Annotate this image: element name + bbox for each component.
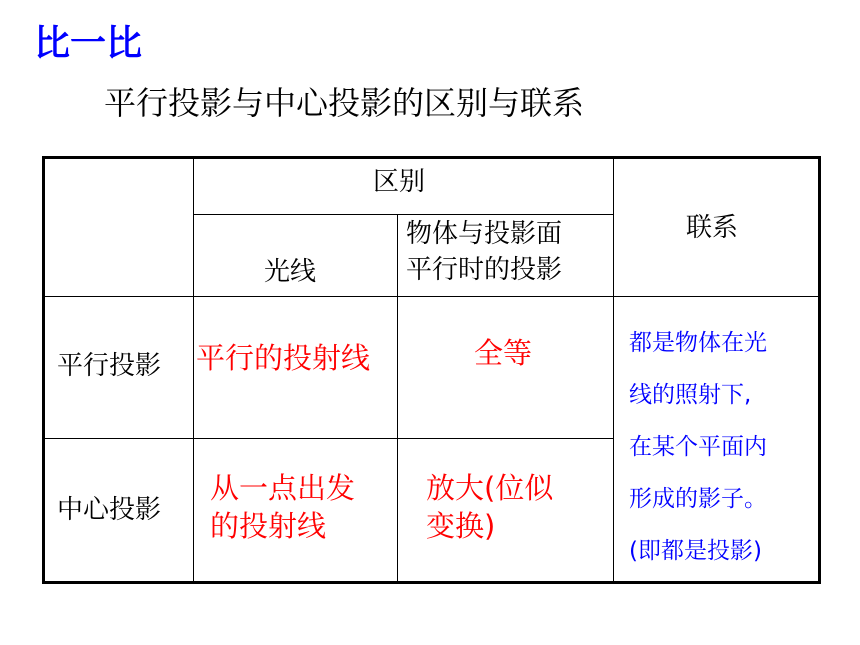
parallel-light-rays-text: 平行的投射线 xyxy=(196,341,371,375)
corner-cell xyxy=(44,158,194,297)
connection-text xyxy=(629,317,809,577)
row-label-central-text: 中心投影 xyxy=(57,495,162,525)
header-connection-label: 联系 xyxy=(686,213,739,243)
central-light-rays-line1: 从一点出发 xyxy=(210,471,356,505)
row-label-central xyxy=(44,439,194,583)
parallel-projection-text: 全等 xyxy=(474,336,533,370)
cell-parallel-projection xyxy=(398,297,614,439)
cell-connection xyxy=(614,297,820,583)
row-label-parallel-text: 平行投影 xyxy=(57,351,162,381)
slide-heading: 比一比 xyxy=(34,23,143,64)
central-light-rays-line2: 的投射线 xyxy=(210,509,327,543)
header-object-parallel xyxy=(398,215,614,297)
connection-line: 线的照射下, xyxy=(629,382,752,408)
connection-line: (即都是投影) xyxy=(629,538,762,564)
row-label-parallel xyxy=(44,297,194,439)
cell-central-projection xyxy=(398,439,614,583)
cell-central-light-rays xyxy=(194,439,398,583)
header-difference-label: 区别 xyxy=(373,167,426,197)
connection-line: 在某个平面内 xyxy=(629,434,767,460)
connection-line: 形成的影子。 xyxy=(629,486,767,512)
comparison-table xyxy=(42,156,821,584)
header-light-rays-label: 光线 xyxy=(264,257,317,287)
header-connection xyxy=(614,158,820,297)
slide-subtitle: 平行投影与中心投影的区别与联系 xyxy=(104,84,585,122)
header-difference xyxy=(194,158,614,215)
connection-line: 都是物体在光 xyxy=(629,330,767,356)
central-projection-line1: 放大(位似 xyxy=(426,471,554,505)
header-object-parallel-line1: 物体与投影面 xyxy=(406,219,563,249)
header-object-parallel-line2: 平行时的投影 xyxy=(406,255,563,285)
header-light-rays xyxy=(194,215,398,297)
cell-parallel-light-rays xyxy=(194,297,398,439)
central-projection-line2: 变换) xyxy=(426,509,496,543)
